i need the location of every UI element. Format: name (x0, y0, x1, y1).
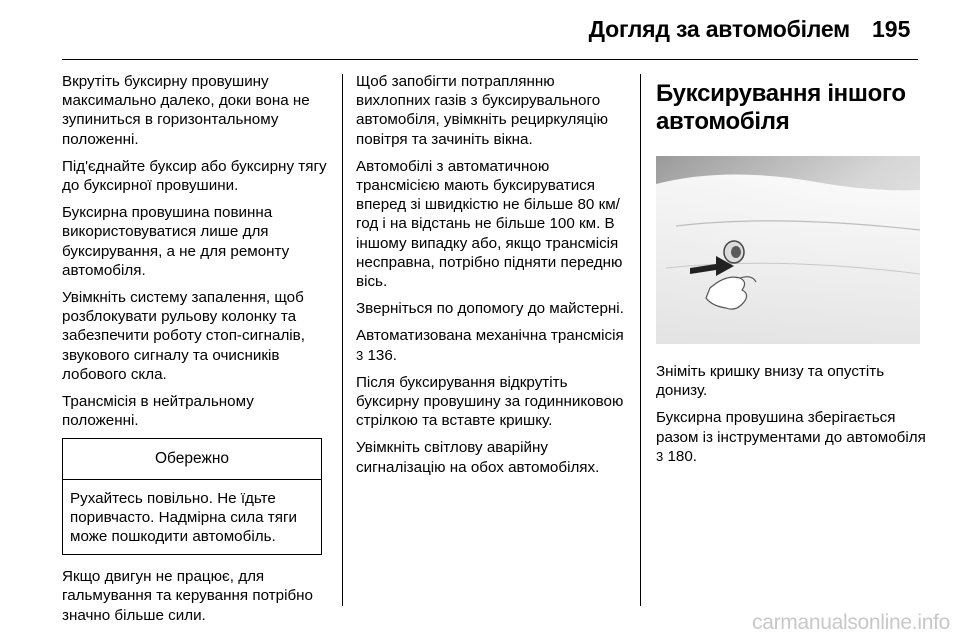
page-number: 195 (872, 16, 911, 42)
page-reference: 136. (363, 346, 398, 364)
cross-reference-icon: 3 (656, 448, 664, 464)
caution-text: Рухайтесь повільно. Не їдьте поривчасто. Надмірна сила тяги може пошкодити автомобіль. (70, 489, 298, 546)
paragraph: Після буксирування відкрутіть буксирну провушину за годинниковою стрілкою та вставте кришку. (356, 373, 624, 430)
column-1 (62, 72, 328, 633)
column-2 (356, 72, 632, 485)
paragraph: Зніміть кришку внизу та опустіть донизу. (656, 363, 885, 400)
paragraph-text: Буксирна провушина зберігається разом із інструментами до автомобіля (656, 409, 926, 446)
paragraph: Зверніться по допомогу до майстерні. (356, 300, 624, 318)
paragraph (356, 326, 632, 364)
page-reference: 180. (663, 447, 698, 465)
caution-title: Обережно (63, 439, 321, 479)
column-divider-right (640, 74, 641, 606)
towing-eye-cover-illustration (656, 156, 920, 344)
paragraph: Щоб запобігти потраплянню вихлопних газів з буксирувального автомобіля, увімкніть рециркуляцію повітря та зачиніть вікна. (356, 73, 609, 148)
paragraph: Увімкніть систему запалення, щоб розблокувати рульову колонку та забезпечити роботу стоп-сигналів, звукового сигналу та очисників лобового скла. (62, 289, 305, 383)
paragraph: Буксирна провушина повинна використовуватися лише для буксирування, а не для ремонту автомобіля. (62, 204, 290, 279)
column-3 (656, 80, 926, 474)
header-rule (62, 59, 918, 60)
paragraph: Автомобілі з автоматичною трансмісією мають буксируватися вперед зі швидкістю не більше 80 км/год і на відстань не більше 100 км. В іншому випадку або, якщо трансмісія несправна, потрібно підняти передню вісь. (356, 157, 623, 291)
paragraph: Якщо двигун не працює, для гальмування та керування потрібно значно більше сили. (62, 568, 313, 624)
paragraph: Трансмісія в нейтральному положенні. (62, 393, 254, 430)
column-divider-left (342, 74, 343, 606)
paragraph-text: Автоматизована механічна трансмісія (356, 327, 624, 345)
paragraph: Увімкніть світлову аварійну сигналізацію на обох автомобілях. (356, 439, 600, 476)
watermark: carmanualsonline.info (752, 611, 950, 634)
page-header-title: Догляд за автомобілем (588, 16, 850, 42)
paragraph: Вкрутіть буксирну провушину максимально далеко, доки вона не зупиниться в горизонтальному положенні. (62, 73, 310, 148)
paragraph (656, 408, 926, 466)
paragraph: Під'єднайте буксир або буксирну тягу до буксирної провушини. (62, 157, 327, 195)
section-title: Буксирування іншого автомобіля (656, 80, 906, 135)
caution-box (62, 438, 322, 555)
cross-reference-icon: 3 (356, 347, 364, 363)
